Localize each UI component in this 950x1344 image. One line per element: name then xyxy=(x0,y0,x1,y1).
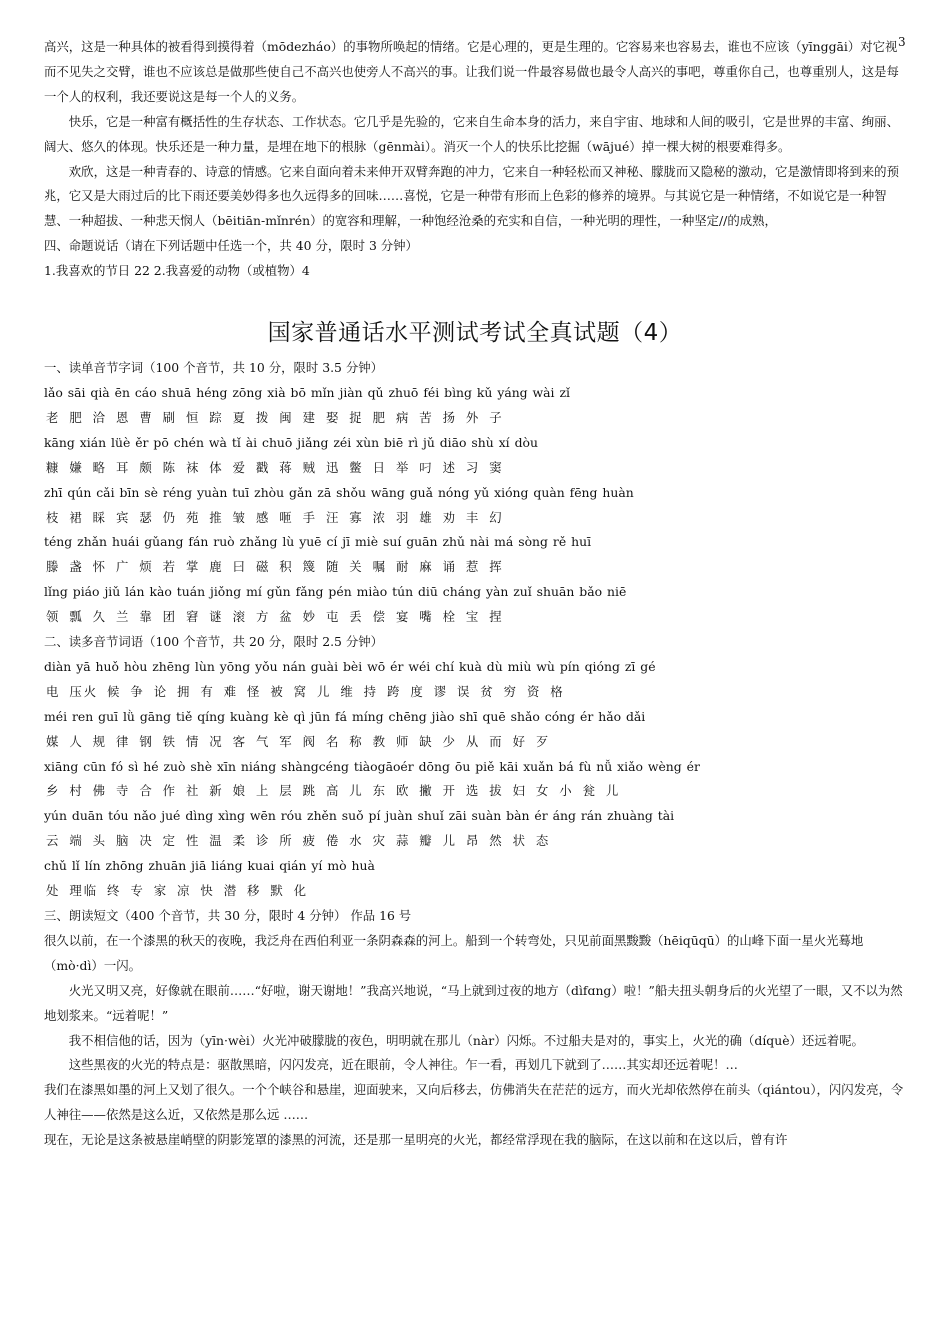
essay-paragraph: 欢欣，这是一种青春的、诗意的情感。它来自面向着未来伸开双臂奔跑的冲力，它来自一种轻松而又神秘、朦胧而又隐秘的激动，它是激情即将到来的预兆，它又是大雨过后的比下雨还要美妙得多也久远得多的回味……喜悦，它是一种带有形而上色彩的修养的境界。与其说它是一种情绪，不如说它是一种智慧、一种超拔、一种悲天悯人（bēitiān-mǐnrén）的宽容和理解，一种饱经沧桑的充实和自信，一种光明的理性，一种坚定//的成熟， xyxy=(44,163,899,229)
pinyin-row: kāng xián lüè ěr pō chén wà tǐ ài chuō jiǎng zéi xùn biē rì jǔ diāo shù xí dòu xyxy=(44,434,538,450)
hanzi-row: 媒 人 规 律 钢 铁 情 况 客 气 军 阀 名 称 教 师 缺 少 从 而 好 歹 xyxy=(46,733,551,749)
reading-paragraph: 我们在漆黑如墨的河上又划了很久。一个个峡谷和悬崖，迎面驶来，又向后移去，仿佛消失在茫茫的远方，而火光却依然停在前头（qiántou），闪闪发亮，令人神往——依然是这么近，又依然是那么远 …… xyxy=(44,1082,904,1123)
hanzi-row: 云 端 头 脑 决 定 性 温 柔 诊 所 疲 倦 水 灾 蒜 瓣 儿 昂 然 状 态 xyxy=(46,833,551,849)
part2-heading: 二、读多音节词语（100 个音节，共 20 分，限时 2.5 分钟） xyxy=(44,634,384,650)
pinyin-row: lǐng piáo jiǔ lán kào tuán jiǒng mí gǔn fǎng pén miào tún diū cháng yàn zuǐ shuān bǎo niē xyxy=(44,584,627,600)
section4-topics: 1.我喜欢的节日 22 2.我喜爱的动物（或植物）4 xyxy=(44,263,310,279)
pinyin-row: chǔ lǐ lín zhōng zhuān jiā liáng kuai qián yí mò huà xyxy=(44,858,375,874)
section4-heading: 四、命题说话（请在下列话题中任选一个，共 40 分，限时 3 分钟） xyxy=(44,238,418,254)
hanzi-row: 乡 村 佛 寺 合 作 社 新 娘 上 层 跳 高 儿 东 欧 撇 开 选 拔 妇 女 小 瓮 儿 xyxy=(46,783,621,799)
hanzi-row: 糠 嫌 略 耳 颇 陈 袜 体 爱 戳 蒋 贼 迅 鳖 日 举 叼 述 习 窦 xyxy=(46,459,504,475)
reading-paragraph: 现在，无论是这条被悬崖峭壁的阴影笼罩的漆黑的河流，还是那一星明亮的火光，都经常浮现在我的脑际，在这以前和在这以后，曾有许 xyxy=(44,1132,788,1148)
hanzi-row: 滕 盏 怀 广 烦 若 掌 鹿 曰 磁 积 篾 随 关 嘱 耐 麻 诵 惹 挥 xyxy=(46,559,504,575)
reading-paragraph: 火光又明又亮，好像就在眼前……“好啦，谢天谢地！”我高兴地说，“马上就到过夜的地方（dìfɑng）啦！”船夫扭头朝身后的火光望了一眼，又不以为然地划浆来。“远着呢！” xyxy=(44,982,903,1023)
pinyin-row: lǎo sāi qià ēn cáo shuā héng zōng xià bō mǐn jiàn qǔ zhuō féi bìng kǔ yáng wài zǐ xyxy=(44,384,570,400)
pinyin-row: zhī qún cǎi bīn sè réng yuàn tuī zhòu gǎn zā shǒu wāng guǎ nóng yǔ xióng quàn fēng huàn xyxy=(44,484,634,500)
pinyin-row: téng zhǎn huái gǔang fán ruò zhǎng lù yuē cí jī miè suí guān zhǔ nài má sòng rě huī xyxy=(44,534,592,550)
reading-paragraph: 这些黑夜的火光的特点是：驱散黑暗，闪闪发亮，近在眼前，令人神往。乍一看，再划几下就到了……其实却还远着呢！… xyxy=(68,1057,738,1073)
hanzi-row: 老 肥 洽 恩 曹 刷 恒 踪 夏 拨 闽 建 娶 捉 肥 病 苦 扬 外 子 xyxy=(46,409,504,425)
reading-paragraph: 我不相信他的话，因为（yīn·wèi）火光冲破朦胧的夜色，明明就在那儿（nàr）闪烁。不过船夫是对的，事实上，火光的确（díquè）还远着呢。 xyxy=(68,1032,864,1048)
pinyin-row: yún duān tóu nǎo jué dìng xìng wēn róu zhěn suǒ pí juàn shuǐ zāi suàn bàn ér áng rán zhuàng tài xyxy=(44,808,675,824)
essay-paragraph: 快乐，它是一种富有概括性的生存状态、工作状态。它几乎是先验的，它来自生命本身的活力，来自宇宙、地球和人间的吸引，它是世界的丰富、绚丽、阔大、悠久的体现。快乐还是一种力量，是埋在地下的根脉（gēnmài）。消灭一个人的快乐比挖掘（wājué）掉一棵大树的根要难得多。 xyxy=(44,113,899,154)
pinyin-row: méi ren guī lǜ gāng tiě qíng kuàng kè qì jūn fá míng chēng jiào shī quē shǎo cóng ér hǎo dǎi xyxy=(44,708,646,724)
hanzi-row: 处 理临 终 专 家 凉 快 潜 移 默 化 xyxy=(46,883,309,899)
exam-title: 国家普通话水平测试考试全真试题（4） xyxy=(267,320,683,347)
page-number: 3 xyxy=(898,35,906,49)
hanzi-row: 电 压火 候 争 论 拥 有 难 怪 被 窝 儿 维 持 跨 度 谬 误 贫 穷 资 格 xyxy=(46,683,565,699)
document-body xyxy=(44,35,906,1153)
hanzi-row: 枝 裙 睬 宾 瑟 仍 苑 推 皱 感 咂 手 汪 寡 浓 羽 雄 劝 丰 幻 xyxy=(46,509,504,525)
essay-paragraph: 高兴，这是一种具体的被看得到摸得着（mōdezháo）的事物所唤起的情绪。它是心理的，更是生理的。它容易来也容易去，谁也不应该（yīnggāi）对它视而不见失之交臂，谁也不应该总是做那些使自己不高兴也使旁人不高兴的事。让我们说一件最容易做也最令人高兴的事吧，尊重你自己，也尊重别人，这是每一个人的权利，我还要说这是每一个人的义务。 xyxy=(44,39,899,104)
pinyin-row: xiāng cūn fó sì hé zuò shè xīn niáng shàngcéng tiàogāoér dōng ōu piě kāi xuǎn bá fù nǚ xiǎo wèng ér xyxy=(44,758,700,774)
pinyin-row: diàn yā huǒ hòu zhēng lùn yōng yǒu nán guài bèi wō ér wéi chí kuà dù miù wù pín qióng zī gé xyxy=(44,658,656,674)
part1-heading: 一、读单音节字词（100 个音节，共 10 分，限时 3.5 分钟） xyxy=(44,360,384,376)
part3-heading: 三、朗读短文（400 个音节，共 30 分，限时 4 分钟） 作品 16 号 xyxy=(44,908,412,923)
hanzi-row: 领 瓢 久 兰 靠 团 窘 谜 滚 方 盆 妙 屯 丢 偿 宴 嘴 栓 宝 捏 xyxy=(46,609,504,625)
reading-paragraph: 很久以前，在一个漆黑的秋天的夜晚，我泛舟在西伯利亚一条阴森森的河上。船到一个转弯处，只见前面黑黢黢（hēiqūqū）的山峰下面一星火光蓦地（mò·dì）一闪。 xyxy=(44,932,864,973)
spacer xyxy=(44,284,906,310)
